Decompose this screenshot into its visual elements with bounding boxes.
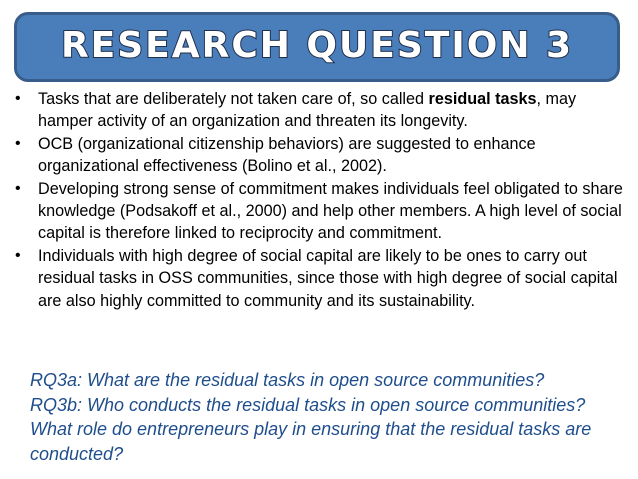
bullet-text: Tasks that are deliberately not taken care of, so called xyxy=(38,90,429,108)
bullet-text: Developing strong sense of commitment makes individuals feel obligated to share knowledge (Podsakoff et al., 2000) and help other members. A high level of social capital is therefore linked to reciprocity and commitment. xyxy=(38,179,623,243)
research-question-3b: RQ3b: Who conducts the residual tasks in open source communities? What role do entrepreneurs play in ensuring that the residual tasks are conducted? xyxy=(30,394,592,464)
bullet-list xyxy=(14,88,626,312)
bullet-dot-icon: • xyxy=(15,90,21,107)
bullet-text: Individuals with high degree of social capital are likely to be ones to carry out residual tasks in OSS communities, since those with high degree of social capital are also highly committed to community and its sustainability. xyxy=(38,246,618,310)
bullet-item xyxy=(14,133,626,178)
bullet-dot-icon: • xyxy=(15,134,21,152)
title-banner xyxy=(14,12,620,82)
bullet-item xyxy=(14,178,626,245)
bullet-item xyxy=(14,88,626,133)
bullet-dot-icon: • xyxy=(15,246,21,264)
research-questions xyxy=(30,368,630,466)
slide-title: RESEARCH QUESTION 3 xyxy=(60,24,574,66)
bullet-item xyxy=(14,245,626,312)
bullet-text: , may hamper activity of an organization and threaten its longevity. xyxy=(38,90,577,131)
bullet-text: OCB (organizational citizenship behaviors) are suggested to enhance organizational effectiveness (Bolino et al., 2002). xyxy=(38,134,536,176)
research-question-3a: RQ3a: What are the residual tasks in open source communities? xyxy=(30,370,545,390)
bullet-emphasis: residual tasks xyxy=(428,90,537,108)
bullet-dot-icon: • xyxy=(15,179,21,197)
